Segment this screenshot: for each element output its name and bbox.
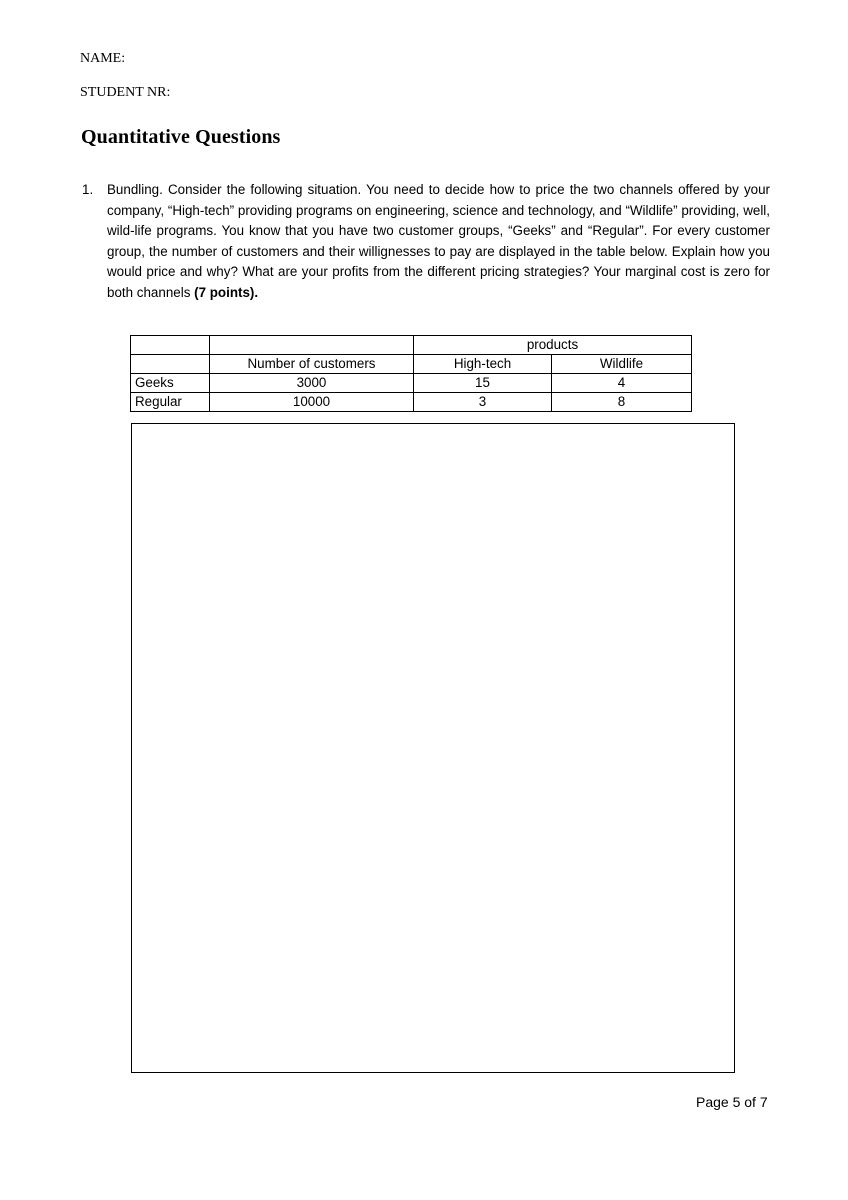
- question-1: [82, 180, 770, 303]
- column-header-customers: Number of customers: [210, 355, 414, 374]
- row-label: Geeks: [131, 374, 210, 393]
- question-points: (7 points).: [194, 284, 259, 300]
- products-header: products: [414, 336, 692, 355]
- table-cell: [210, 336, 414, 355]
- hightech-cell: 15: [414, 374, 552, 393]
- wildlife-cell: 8: [552, 393, 692, 412]
- table-cell: [131, 355, 210, 374]
- table-row: [131, 374, 692, 393]
- customers-cell: 10000: [210, 393, 414, 412]
- question-body: Bundling. Consider the following situation. You need to decide how to price the two channels offered by your company, “High-tech” providing programs on engineering, science and technology, and “Wildlife” providing, well, wild-life programs. You know that you have two customer groups, “Geeks” and “Regular”. For every customer group, the number of customers and their willignesses to pay are displayed in the table below. Explain how you would price and why? What are your profits from the different pricing strategies? Your marginal cost is zero for both channels: [107, 182, 770, 300]
- student-number-label: STUDENT NR:: [80, 85, 171, 100]
- table-header-row: [131, 336, 692, 355]
- wildlife-cell: 4: [552, 374, 692, 393]
- table-header-row: [131, 355, 692, 374]
- name-label: NAME:: [80, 51, 126, 66]
- table-cell: [131, 336, 210, 355]
- willingness-to-pay-table: [130, 335, 692, 412]
- hightech-cell: 3: [414, 393, 552, 412]
- question-text: [107, 180, 770, 303]
- column-header-wildlife: Wildlife: [552, 355, 692, 374]
- section-title: Quantitative Questions: [81, 126, 281, 148]
- answer-box[interactable]: [131, 423, 735, 1073]
- customers-cell: 3000: [210, 374, 414, 393]
- page-number: Page 5 of 7: [696, 1094, 768, 1110]
- row-label: Regular: [131, 393, 210, 412]
- question-number: 1.: [82, 182, 94, 197]
- table-row: [131, 393, 692, 412]
- column-header-hightech: High-tech: [414, 355, 552, 374]
